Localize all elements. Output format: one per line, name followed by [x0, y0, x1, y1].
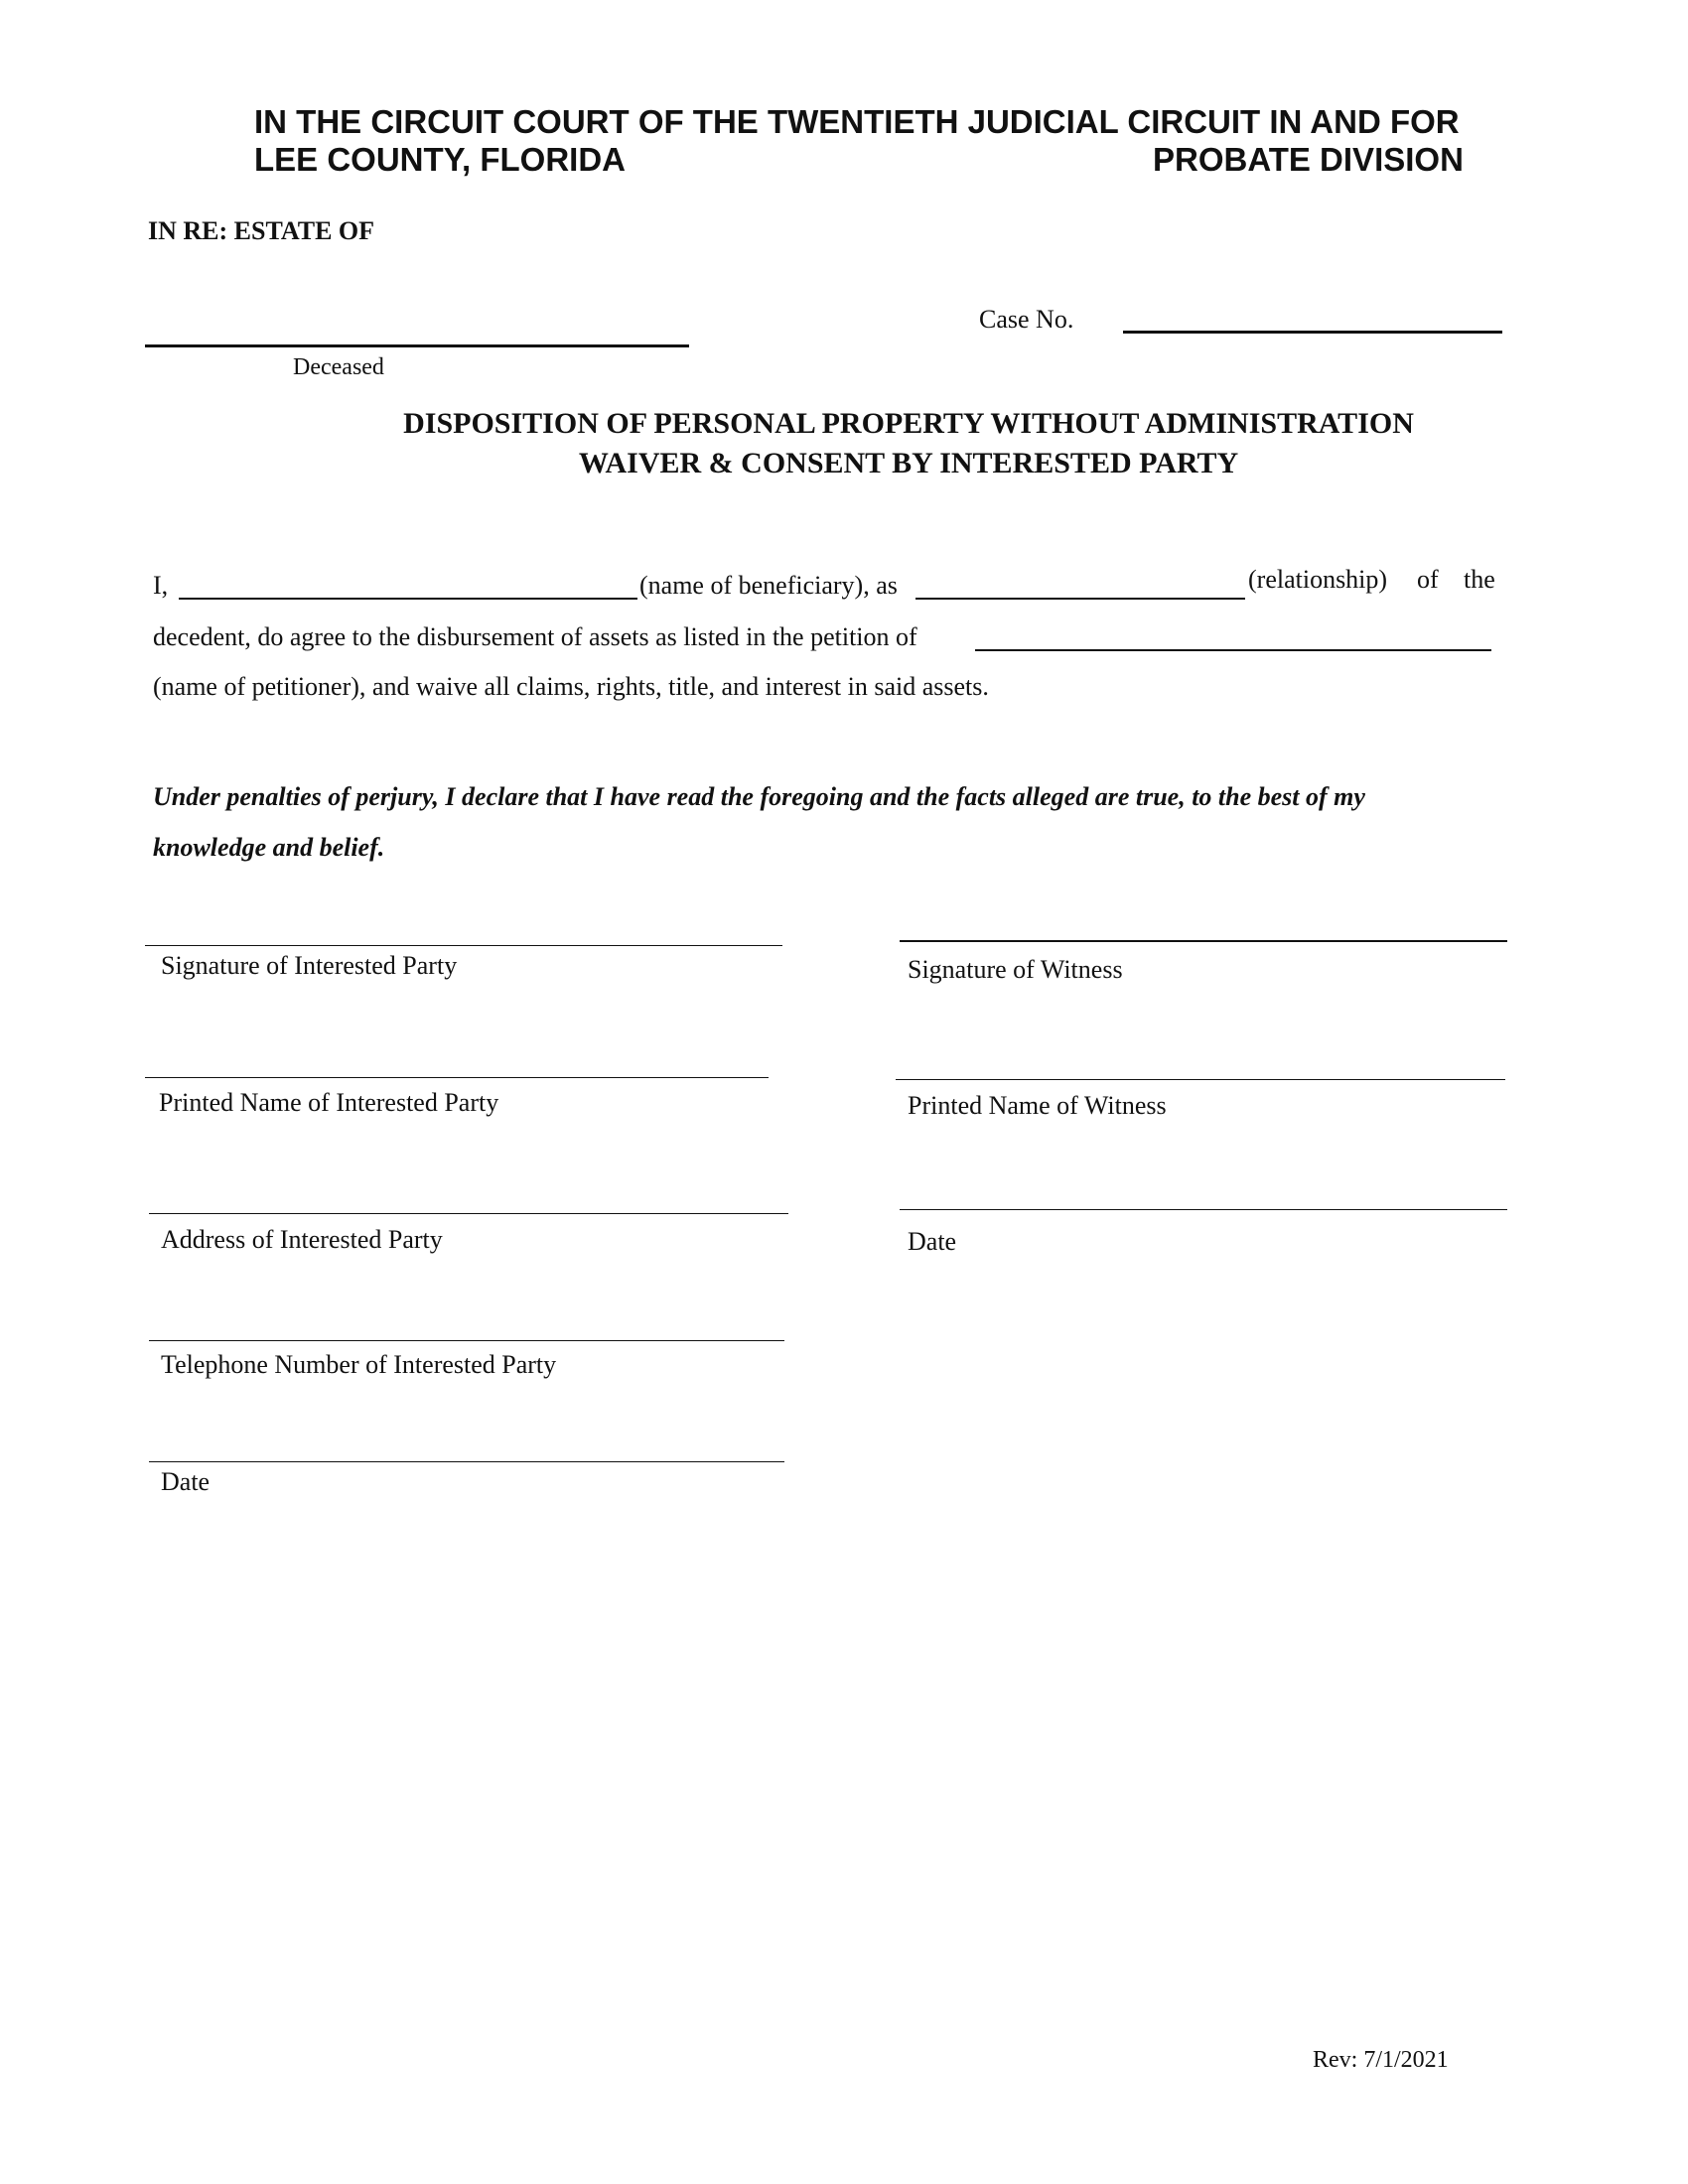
witness-date-line[interactable]	[900, 1209, 1507, 1210]
decedent-name-line[interactable]	[145, 344, 689, 347]
interested-party-address-line[interactable]	[149, 1213, 788, 1214]
signature-witness-label: Signature of Witness	[908, 955, 1123, 984]
the-text: the	[1464, 565, 1495, 594]
interested-party-telephone-line[interactable]	[149, 1340, 784, 1341]
date-witness-label: Date	[908, 1227, 957, 1256]
printed-name-witness-label: Printed Name of Witness	[908, 1091, 1167, 1120]
relationship-line[interactable]	[915, 598, 1245, 600]
interested-party-signature-line[interactable]	[145, 945, 782, 946]
relationship-text: (relationship)	[1248, 565, 1388, 594]
division-heading: PROBATE DIVISION	[1153, 141, 1464, 178]
case-no-label: Case No.	[979, 305, 1074, 334]
beneficiary-name-line[interactable]	[179, 598, 637, 600]
revision-date: Rev: 7/1/2021	[1313, 2047, 1449, 2073]
in-re-label: IN RE: ESTATE OF	[148, 216, 375, 245]
court-heading: IN THE CIRCUIT COURT OF THE TWENTIETH JUDICIAL CIRCUIT IN AND FOR	[254, 103, 1460, 140]
printed-name-interested-party-label: Printed Name of Interested Party	[159, 1088, 499, 1117]
witness-printed-name-line[interactable]	[896, 1079, 1505, 1080]
telephone-interested-party-label: Telephone Number of Interested Party	[161, 1350, 557, 1379]
form-title-line1: DISPOSITION OF PERSONAL PROPERTY WITHOUT ADMINISTRATION	[403, 407, 1414, 440]
declaration-line1: Under penalties of perjury, I declare that I have read the foregoing and the facts alleged are true, to the best of my	[153, 782, 1365, 811]
form-title-line2: WAIVER & CONSENT BY INTERESTED PARTY	[578, 447, 1239, 479]
declaration-line2: knowledge and belief.	[153, 833, 385, 862]
interested-party-printed-name-line[interactable]	[145, 1077, 769, 1078]
body-line2: decedent, do agree to the disbursement of assets as listed in the petition of	[153, 622, 917, 651]
name-of-beneficiary-text: (name of beneficiary), as	[639, 571, 898, 600]
county-heading: LEE COUNTY, FLORIDA	[254, 141, 627, 178]
of-text: of	[1417, 565, 1439, 594]
case-no-line[interactable]	[1123, 331, 1502, 334]
i-label: I,	[153, 571, 169, 600]
signature-interested-party-label: Signature of Interested Party	[161, 951, 458, 980]
body-line3: (name of petitioner), and waive all claims, rights, title, and interest in said assets.	[153, 672, 989, 701]
address-interested-party-label: Address of Interested Party	[161, 1225, 443, 1254]
date-interested-party-label: Date	[161, 1467, 211, 1496]
petitioner-name-line[interactable]	[975, 649, 1491, 651]
interested-party-date-line[interactable]	[149, 1461, 784, 1462]
witness-signature-line[interactable]	[900, 940, 1507, 942]
deceased-label: Deceased	[293, 354, 384, 380]
